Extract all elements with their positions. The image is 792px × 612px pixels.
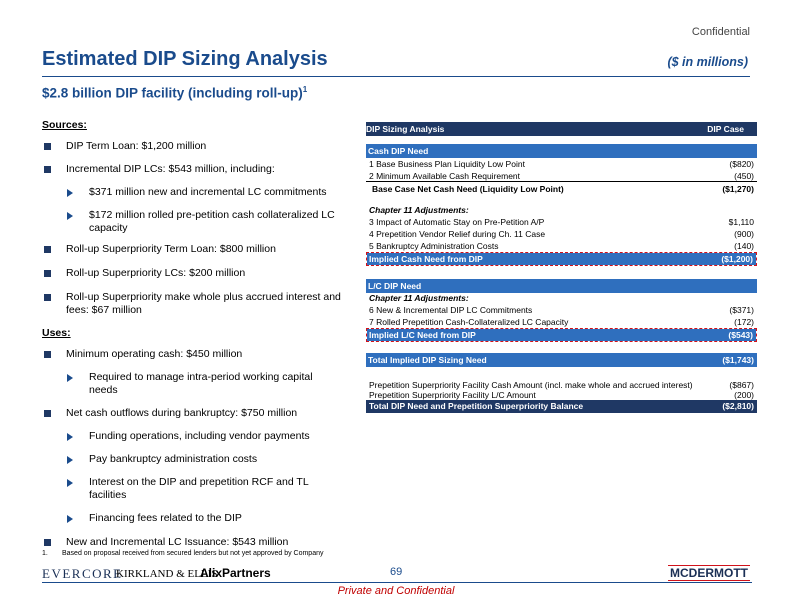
lc-need-title: L/C DIP Need [368, 281, 422, 291]
row-label: 3 Impact of Automatic Stay on Pre-Petition A/P [369, 217, 545, 227]
uses-heading: Uses: [42, 327, 71, 339]
table-row [366, 228, 757, 240]
page-number: 69 [390, 566, 403, 578]
ch11-adjustments-text: Chapter 11 Adjustments: [369, 205, 469, 215]
subtitle [42, 85, 307, 101]
row-label: 4 Prepetition Vendor Relief during Ch. 11 Case [369, 229, 546, 239]
cash-need-title: Cash DIP Need [368, 146, 429, 156]
implied-lc-label: Implied L/C Need from DIP [369, 330, 476, 340]
cash-need-band [366, 144, 757, 158]
sub-bullet-item: Interest on the DIP and prepetition RCF and TL facilities [42, 476, 342, 502]
table-row [366, 390, 757, 400]
row-label: 6 New & Incremental DIP LC Commitments [369, 305, 533, 315]
alixpartners-logo: AlixPartners [200, 566, 271, 580]
row-value: ($820) [729, 159, 754, 169]
row-label: 7 Rolled Prepetition Cash-Collateralized LC Capacity [369, 317, 569, 327]
table-row [366, 316, 757, 328]
total-implied-row [366, 353, 757, 367]
table-header [366, 122, 757, 136]
dip-sizing-table [366, 122, 757, 413]
bullet-item: Net cash outflows during bankruptcy: $750 million [42, 407, 342, 420]
base-case-label: Base Case Net Cash Need (Liquidity Low Point) [372, 184, 564, 194]
mcdermott-logo: MCDERMOTT [670, 566, 748, 580]
row-label: 5 Bankruptcy Administration Costs [369, 241, 499, 251]
table-row [366, 304, 757, 316]
bullet-item: Minimum operating cash: $450 million [42, 348, 342, 361]
implied-lc-value: ($543) [728, 330, 753, 340]
footnote [42, 550, 324, 557]
implied-cash-label: Implied Cash Need from DIP [369, 254, 483, 264]
sources-heading: Sources: [42, 119, 87, 131]
title-divider [42, 76, 750, 77]
row-label: 1 Base Business Plan Liquidity Low Point [369, 159, 525, 169]
implied-cash-highlight [366, 252, 757, 266]
sources-list [42, 140, 342, 317]
total-implied-value: ($1,743) [722, 355, 754, 365]
implied-cash-value: ($1,200) [721, 254, 753, 264]
ch11-adjustments-label-2 [366, 293, 757, 304]
lc-rows [366, 304, 757, 328]
kirkland-ellis-logo: KIRKLAND & ELLIS [116, 568, 218, 580]
table-header-value: DIP Case [707, 124, 744, 134]
sources-uses-column [42, 118, 342, 549]
cash-rows [366, 158, 757, 182]
table-row [366, 216, 757, 228]
total-implied-label: Total Implied DIP Sizing Need [368, 355, 487, 365]
row-value: ($371) [729, 305, 754, 315]
lc-need-band [366, 279, 757, 293]
bullet-item: New and Incremental LC Issuance: $543 million [42, 536, 342, 549]
total-dip-row [366, 400, 757, 413]
footnote-text: Based on proposal received from secured lenders but not yet approved by Company [62, 550, 324, 557]
ch11-adjustments-text-2: Chapter 11 Adjustments: [369, 293, 469, 303]
base-case-row [366, 183, 757, 195]
bullet-item: DIP Term Loan: $1,200 million [42, 140, 342, 153]
total-dip-label: Total DIP Need and Prepetition Superpriority Balance [369, 401, 584, 411]
sub-bullet-item: Financing fees related to the DIP [42, 512, 342, 525]
subtitle-footnote-marker: 1 [302, 85, 308, 94]
page-title: Estimated DIP Sizing Analysis [42, 48, 328, 70]
row-value: (900) [734, 229, 754, 239]
evercore-logo: EVERCORE [42, 566, 123, 581]
private-confidential-label: Private and Confidential [337, 585, 455, 597]
confidential-label: Confidential [691, 26, 750, 38]
row-value: ($867) [729, 380, 754, 390]
base-case-value: ($1,270) [722, 184, 754, 194]
prepetition-rows [366, 380, 757, 400]
row-value: (450) [734, 171, 754, 181]
sub-bullet-item: $371 million new and incremental LC commitments [42, 186, 342, 199]
bullet-item: Incremental DIP LCs: $543 million, including: [42, 163, 342, 176]
bullet-item: Roll-up Superpriority Term Loan: $800 million [42, 243, 342, 256]
footnote-number: 1. [42, 550, 48, 557]
subtitle-text: $2.8 billion DIP facility (including roll-up) [42, 85, 303, 101]
total-dip-value: ($2,810) [722, 401, 754, 411]
sub-bullet-item: Required to manage intra-period working capital needs [42, 371, 342, 397]
sub-bullet-item: Funding operations, including vendor payments [42, 430, 342, 443]
bullet-item: Roll-up Superpriority make whole plus accrued interest and fees: $67 million [42, 291, 342, 317]
bullet-item: Roll-up Superpriority LCs: $200 million [42, 267, 342, 280]
sub-bullet-item: Pay bankruptcy administration costs [42, 453, 342, 466]
row-value: (140) [734, 241, 754, 251]
row-value: (172) [734, 317, 754, 327]
table-row [366, 240, 757, 252]
uses-list [42, 348, 342, 549]
footer-divider [42, 582, 752, 583]
row-label: Prepetition Superpriority Facility Cash Amount (incl. make whole and accrued interest) [369, 380, 693, 390]
row-value: (200) [734, 390, 754, 400]
table-header-label: DIP Sizing Analysis [366, 124, 445, 134]
implied-lc-highlight [366, 328, 757, 342]
implied-lc-row [367, 329, 756, 341]
table-row [366, 170, 757, 182]
ch11-adjustments-label [366, 204, 757, 216]
table-row [366, 380, 757, 390]
row-label: Prepetition Superpriority Facility L/C Amount [369, 390, 536, 400]
row-label: 2 Minimum Available Cash Requirement [369, 171, 521, 181]
implied-cash-row [367, 253, 756, 265]
table-row [366, 158, 757, 170]
row-value: $1,110 [728, 217, 754, 227]
sub-bullet-item: $172 million rolled pre-petition cash collateralized LC capacity [42, 209, 342, 235]
units-label: ($ in millions) [667, 55, 748, 69]
adjustment-rows [366, 216, 757, 252]
